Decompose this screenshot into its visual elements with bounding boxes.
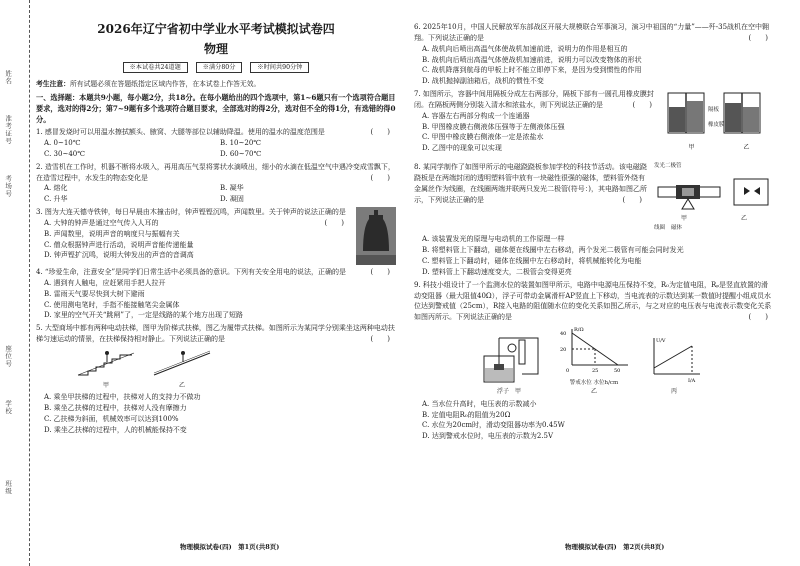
exam-page-2 [414,22,774,444]
option: D. 战机抛掉副油箱后，战机的惯性不变 [422,77,544,86]
figure-label: 乙 [590,388,597,396]
option: C. 塑料管上下翻动时，磁体在线圈中左右移动时，将机械能转化为电能 [422,256,642,265]
option: B. 凝华 [220,184,244,193]
question-1 [36,127,396,160]
voltage-current-graph [644,334,704,384]
question-stem: 2. 造雪机在工作时，机器不断将水吸入，再用高压气泵将雾状水滴喷出，细小的水滴在低温空气中遇冷变成雪飘下，在造雪过程中，水发生的物态变化是 [36,162,395,182]
option: B. 声闻数里，说明声音的响度只与振幅有关 [44,229,180,238]
option: B. 将塑料管上下翻动，磁体便在线圈中左右移动，两个发光二极管有可能会同时发光 [422,246,684,255]
question-9 [414,280,774,442]
notice-text: 所有试题必须在答题纸指定区域内作答，在本试卷上作答无效。 [69,80,261,89]
section-heading: 一、选择题：本题共9小题，每小题2分，共18分。在每小题给出的四个选项中，第1~6题只有一个选项符合题目要求，选对的得2分；第7~9题有多个选项符合题目要求，全部选对的得2分，选对但不全的得1分，有选错的得0分。 [36,92,396,125]
tick-label: 40 [560,331,567,338]
stair-escalator-diagram [76,347,136,377]
sidebar-label: 座位号 [4,345,13,368]
option: A. 乘坐甲扶梯的过程中，扶梯对人的支持力不做功 [44,393,201,402]
option: B. 战机向后喷出高温气体使战机加速前进，说明力可以改变物体的形状 [422,55,642,64]
question-2 [36,162,396,205]
exam-info-bar [36,62,396,73]
answer-bracket: ( ) [748,313,768,322]
option: D. 达到警戒水位时，电压表的示数为2.5V [422,432,554,441]
figure-label: 甲 [688,143,695,151]
diagram-label: 线圈 [654,224,666,231]
tick-label: 0 [566,368,570,375]
option: A. 熔化 [44,184,68,193]
answer-bracket: ( ) [370,173,390,182]
exam-title: 2026年辽宁省初中学业水平考试模拟试卷四 [97,22,335,36]
diagram-label: 发光二极管 [654,163,682,170]
tick-label: 25 [592,368,599,375]
water-level-figure [474,325,774,397]
option: C. 30~40℃ [44,149,86,158]
option: D. 塑料管上下翻动速度变大，二极管会变得更亮 [422,267,572,276]
option: A. 遇到有人触电，应赶紧用手把人拉开 [44,278,166,287]
option: B. 甲图橡皮膜右侧液体压强等于左侧液体压强 [422,122,565,131]
question-8 [414,162,774,232]
tick-label: 50 [614,368,621,375]
option: C. 使用测电笔时，手指不能接触笔尖金属体 [44,300,180,309]
answer-bracket: ( ) [324,218,344,227]
page-footer: 物理模拟试卷(四) 第1页(共8页) [180,542,280,551]
question-8-options [414,234,774,277]
option: C. 战机降落到航母的甲板上时不能立即停下来，是因为受到惯性的作用 [422,66,642,75]
info-item: ※时间共90分钟 [250,62,309,73]
option: A. 战机向后喷出高温气体使战机加速前进，说明力的作用是相互的 [422,44,628,53]
option: B. 10~20℃ [220,139,262,148]
option: D. 乙图中的现象可以实现 [422,144,502,153]
diagram-label: 浮子 [496,388,509,396]
option: D. 家里的空气开关“跳闸”了，一定是线路的某个地方出现了短路 [44,311,243,320]
figure-label: 丙 [670,388,677,396]
notice-label: 考生注意： [36,80,70,89]
question-stem: 7. 如图所示，容器中间用隔板分成左右两部分，隔板下部有一圆孔用橡皮膜封闭。在隔板两侧分别装入清水和浓盐水，则下列说法正确的是 [414,90,654,109]
sidebar-label: 姓名 [4,70,13,85]
answer-bracket: ( ) [370,335,390,344]
figure-label: 甲 [102,381,109,389]
exam-notice [36,79,396,90]
page-footer: 物理模拟试卷(四) 第2页(共8页) [565,542,665,551]
answer-bracket: ( ) [370,128,390,137]
figure-label: 甲 [515,388,522,396]
question-6 [414,22,774,87]
option: C. 乙扶梯为斜面，机械效率可以达到100% [44,414,179,423]
question-stem: 9. 科技小组设计了一个监测水位的装置如图甲所示，电路中电源电压保持不变，R₀为定值电阻，Rₚ是竖直放置的滑动变阻器（最大阻值40Ω），浮子可带动金属滑杆AP竖直上下移动，当电流表的示数达到某一数值时提醒小组成员水位达到警戒值（25cm），R接入电路的阻值随水位的变化关系如图乙所示，与之对应的电压表与电流表示数变化关系如图丙所示。下列说法正确的是 [414,280,772,322]
water-level-circuit [474,334,544,384]
exam-page-1 [36,22,396,438]
info-item: ※满分80分 [196,62,243,73]
question-5 [36,323,396,435]
seesaw-figure [654,162,774,232]
axis-label: 水位h/cm [593,379,619,386]
seesaw-diagram [654,171,774,211]
axis-label: U/V [656,337,666,344]
diagram-label: 橡皮膜 [708,121,725,128]
answer-bracket: ( ) [748,33,768,42]
sidebar-label: 班级 [4,480,13,495]
diagram-label: 磁体 [671,224,683,231]
figure-label: 乙 [178,381,185,389]
sidebar-label: 准考证号 [4,115,13,145]
option: D. 凝固 [220,195,244,204]
option: A. 大钟的钟声是通过空气传入人耳的 [44,218,159,227]
question-stem: 3. 图为大连天德寺铁钟，每日早晨由木撞击时，钟声铿铿沉鸣，声闻数里。关于钟声的说法正确的是 [36,208,346,217]
option: D. 乘坐乙扶梯的过程中，人的机械能保持不变 [44,425,187,434]
diagram-label: 隔板 [708,107,720,114]
question-stem: 4. “珍爱生命，注意安全”是同学们日常生活中必须具备的意识。下列有关安全用电的说法，正确的是 [36,268,347,277]
option: A. 该装置发光的原理与电动机的工作原理一样 [422,235,565,244]
sidebar-label: 考场号 [4,175,13,198]
option: C. 甲图中橡皮膜右侧液体一定是浓盐水 [422,133,544,142]
axis-label: I/A [688,377,696,384]
question-stem: 5. 大型商场中都有两种电动扶梯，图甲为阶梯式扶梯，图乙为履带式扶梯。如图所示为某同学分别乘坐这两种电动扶梯匀速运动的情景，在扶梯保持相对静止。下列说法正确的是 [36,324,395,344]
option: D. 钟声铿扩沉鸣，说明大钟发出的声音的音调高 [44,251,194,260]
answer-bracket: ( ) [632,100,652,109]
belt-escalator-diagram [152,347,212,377]
diagram-label: 警戒水位 [569,379,592,386]
option: C. 升华 [44,195,68,204]
question-stem: 1. 感冒发烧时可以用温水擦拭额头、腋窝、大腿等部位以辅助降温。使用的温水的温度范围是 [36,128,325,137]
option: A. 容器左右两部分构成一个连通器 [422,111,530,120]
option: D. 60~70℃ [220,149,262,158]
option: C. 僧众根据钟声进行活动，说明声音能传递能量 [44,240,194,249]
question-7 [414,89,774,154]
answer-bracket: ( ) [622,195,642,204]
question-3 [36,207,396,265]
escalator-figure [76,347,396,390]
figure-label: 乙 [740,215,747,223]
axis-label: R/Ω [574,327,584,334]
question-4 [36,267,396,321]
answer-bracket: ( ) [370,268,390,277]
option: A. 0~10℃ [44,139,81,148]
figure-label: 甲 [680,215,687,223]
tick-label: 20 [560,347,567,354]
option: B. 雷雨天气要尽快到大树下避雨 [44,289,145,298]
container-figure [664,89,774,154]
question-stem: 6. 2025年10月，中国人民解放军东部战区开展大规模联合军事演习，演习中祖国的“力量”——歼-35战机在空中翱翔。下列说法正确的是 [414,23,770,42]
resistance-graph [558,325,630,375]
option: B. 乘坐乙扶梯的过程中，扶梯对人没有摩擦力 [44,403,187,412]
question-stem: 8. 某同学制作了如图甲所示的电磁跷跷板参加学校的科技节活动。该电磁跷跷板是在两端封闭的透明塑料管中放有一块磁性很强的磁体，塑料管外绕有金属丝作为线圈，在线圈两端并联两只发光二极管(符号：)，其电路如图乙所示，下列说法正确的是 [414,163,647,204]
option: C. 水位为20cm时，滑动变阻器功率为0.45W [422,421,565,430]
sidebar-label: 学校 [4,400,13,415]
info-item: ※本试卷共24道题 [123,62,188,73]
bell-photo [356,207,396,265]
option: B. 定值电阻R₀的阻值为20Ω [422,410,511,419]
option: A. 当水位升高时，电压表的示数减小 [422,399,537,408]
binding-margin [0,0,30,566]
exam-subject: 物理 [203,41,228,56]
figure-label: 乙 [743,143,750,151]
